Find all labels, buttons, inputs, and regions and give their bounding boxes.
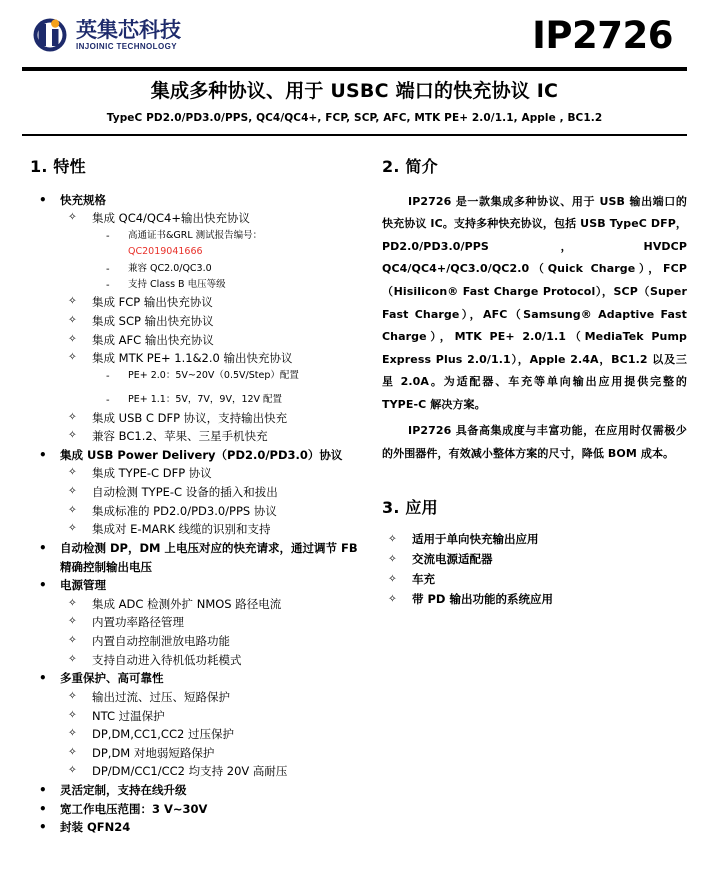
feature-item [60, 744, 358, 763]
feature-group [30, 446, 358, 539]
feature-group-title: • 快充规格 [60, 191, 358, 210]
feature-sublist [60, 595, 358, 670]
injoinic-logo-icon [30, 15, 70, 55]
feature-item [60, 331, 358, 350]
application-item [382, 530, 687, 550]
application-item [382, 590, 687, 610]
application-item-label: ✧ 适用于单向快充输出应用 [412, 532, 539, 546]
feature-item [60, 520, 358, 539]
feature-detail-label: - PE+ 2.0：5V~20V（0.5V/Step）配置 [128, 368, 358, 384]
feature-detail-list [92, 228, 358, 293]
company-logo [30, 15, 181, 55]
feature-item [60, 409, 358, 428]
feature-item-label: ✧ DP/DM/CC1/CC2 均支持 20V 高耐压 [92, 762, 358, 781]
feature-group-title: • 集成 USB Power Delivery（PD2.0/PD3.0）协议 [60, 446, 358, 465]
title-divider-thin [22, 134, 687, 136]
feature-item [60, 707, 358, 726]
feature-detail-item [92, 228, 358, 261]
feature-detail-list [92, 368, 358, 409]
feature-group [30, 576, 358, 669]
feature-group-title: • 多重保护、高可靠性 [60, 669, 358, 688]
feature-detail-label: - 高通证书&GRL 测试报告编号： QC2019041666 [128, 228, 358, 261]
feature-item-label: ✧ 集成 ADC 检测外扩 NMOS 路径电流 [92, 595, 358, 614]
feature-item [60, 502, 358, 521]
feature-group-title: • 宽工作电压范围：3 V~30V [60, 800, 358, 819]
feature-sublist [60, 209, 358, 445]
feature-item-label: ✧ 集成对 E-MARK 线缆的识别和支持 [92, 520, 358, 539]
feature-detail-label: - 兼容 QC2.0/QC3.0 [128, 261, 358, 277]
feature-item [60, 688, 358, 707]
feature-item [60, 483, 358, 502]
application-item-label: ✧ 车充 [412, 572, 435, 586]
intro-paragraph: IP2726 具备高集成度与丰富功能，在应用时仅需极少的外围器件，有效减小整体方案的尺寸，降低 BOM 成本。 [382, 424, 687, 460]
feature-item [60, 595, 358, 614]
feature-item [60, 209, 358, 293]
feature-item-label: ✧ DP,DM 对地弱短路保护 [92, 744, 358, 763]
applications-heading: 3. 应用 [382, 498, 438, 518]
feature-group [30, 539, 358, 576]
feature-item [60, 464, 358, 483]
part-number: IP2726 [532, 13, 673, 57]
feature-detail-item [92, 368, 358, 384]
feature-group [30, 669, 358, 781]
logo-wordmark [76, 17, 181, 51]
feature-item-label: ✧ 内置功率路径管理 [92, 613, 358, 632]
application-item-label: ✧ 带 PD 输出功能的系统应用 [412, 592, 553, 606]
intro-heading: 2. 简介 [382, 156, 438, 176]
feature-item-label: ✧ 集成 TYPE-C DFP 协议 [92, 464, 358, 483]
application-item [382, 570, 687, 590]
feature-item [60, 349, 358, 408]
application-item-label: ✧ 交流电源适配器 [412, 552, 493, 566]
feature-item-label: ✧ 集成标准的 PD2.0/PD3.0/PPS 协议 [92, 502, 358, 521]
feature-item [60, 725, 358, 744]
feature-group-title: • 封装 QFN24 [60, 818, 358, 837]
application-item [382, 550, 687, 570]
body-columns [22, 154, 687, 837]
logo-chinese-name: 英集芯科技 [76, 17, 181, 42]
feature-sublist [60, 464, 358, 539]
feature-item-label: ✧ DP,DM,CC1,CC2 过压保护 [92, 725, 358, 744]
feature-item-label: ✧ 内置自动控制泄放电路功能 [92, 632, 358, 651]
feature-item-label: ✧ 集成 MTK PE+ 1.1&2.0 输出快充协议 [92, 349, 358, 368]
document-subtitle: TypeC PD2.0/PD3.0/PPS, QC4/QC4+, FCP, SCP, AFC, MTK PE+ 2.0/1.1, Apple , BC1.2 [106, 111, 603, 124]
applications-list [382, 530, 687, 609]
feature-group [30, 818, 358, 837]
feature-item [60, 613, 358, 632]
feature-group-title: • 灵活定制，支持在线升级 [60, 781, 358, 800]
feature-item [60, 632, 358, 651]
feature-item-label: ✧ 自动检测 TYPE-C 设备的插入和拔出 [92, 483, 358, 502]
feature-group-title: • 电源管理 [60, 576, 358, 595]
intro-column [364, 154, 687, 837]
feature-item [60, 651, 358, 670]
features-heading: 1. 特性 [30, 156, 86, 176]
feature-detail-label: - PE+ 1.1：5V，7V，9V，12V 配置 [128, 392, 358, 408]
logo-english-name: INJOINIC TECHNOLOGY [76, 41, 177, 51]
feature-item-label: ✧ 支持自动进入待机低功耗模式 [92, 651, 358, 670]
feature-group [30, 191, 358, 446]
feature-item-label: ✧ 集成 FCP 输出快充协议 [92, 293, 358, 312]
feature-item-label: ✧ 集成 QC4/QC4+输出快充协议 [92, 209, 358, 228]
feature-item [60, 762, 358, 781]
intro-paragraphs [382, 191, 687, 466]
feature-item [60, 293, 358, 312]
feature-item [60, 427, 358, 446]
feature-detail-item [92, 392, 358, 408]
feature-group-title: • 自动检测 DP，DM 上电压对应的快充请求，通过调节 FB 精确控制输出电压 [60, 539, 358, 576]
feature-item-label: ✧ 集成 SCP 输出快充协议 [92, 312, 358, 331]
feature-item-label: ✧ 集成 USB C DFP 协议，支持输出快充 [92, 409, 358, 428]
feature-item-label: ✧ NTC 过温保护 [92, 707, 358, 726]
feature-detail-item [92, 261, 358, 277]
features-column [22, 154, 364, 837]
page-header [22, 0, 687, 64]
feature-item-label: ✧ 兼容 BC1.2、苹果、三星手机快充 [92, 427, 358, 446]
document-title: 集成多种协议、用于 USBC 端口的快充协议 IC [150, 80, 559, 102]
intro-paragraph: IP2726 是一款集成多种协议、用于 USB 输出端口的快充协议 IC。支持多种快充协议，包括 USB TypeC DFP，PD2.0/PD3.0/PPS，HVDCP QC4/QC4+/QC3.0/QC2.0（Quick Charge），FCP（Hisilicon® Fast Charge Protocol），SCP（Super Fast Charge），AFC（Samsung® Adaptive Fast Charge），MTK PE+ 2.0/1.1（MediaTek Pump Express Plus 2.0/1.1），Apple 2.4A，BC1.2 以及三星 2.0A。为适配器、车充等单向输出应用提供完整的 TYPE-C 解决方案。 [382, 194, 687, 411]
feature-group [30, 800, 358, 819]
feature-item-label: ✧ 集成 AFC 输出快充协议 [92, 331, 358, 350]
feature-item [60, 312, 358, 331]
feature-group [30, 781, 358, 800]
feature-detail-label: - 支持 Class B 电压等级 [128, 277, 358, 293]
feature-item-label: ✧ 输出过流、过压、短路保护 [92, 688, 358, 707]
report-number: QC2019041666 [128, 246, 203, 258]
feature-detail-item [92, 277, 358, 293]
features-list [30, 191, 358, 837]
feature-sublist [60, 688, 358, 781]
title-block [22, 71, 687, 130]
